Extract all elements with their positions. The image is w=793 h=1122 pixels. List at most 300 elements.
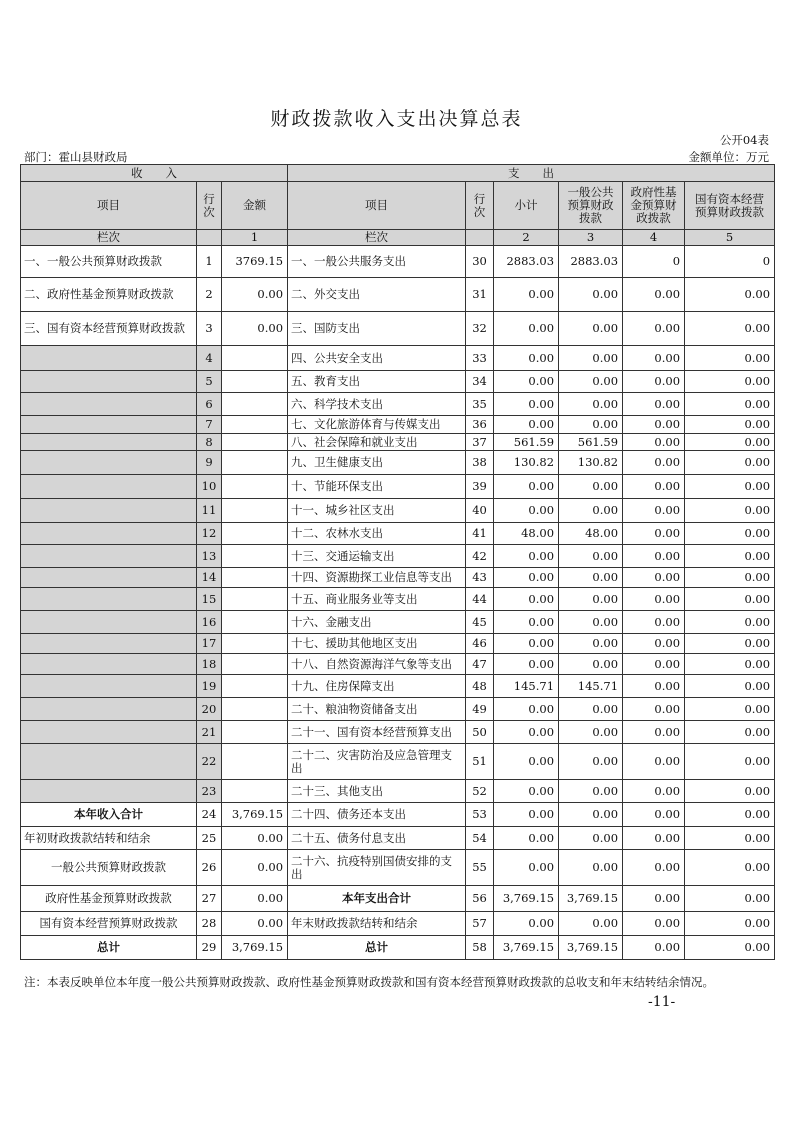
subtotal-cell: 3,769.15 (494, 886, 559, 912)
income-amount-cell (222, 475, 288, 499)
state-capital-cell: 0.00 (685, 827, 775, 850)
general-budget-cell: 0.00 (559, 499, 623, 523)
subtotal-cell: 145.71 (494, 675, 559, 698)
table-row (21, 393, 775, 416)
expense-item-cell: 二十一、国有资本经营预算支出 (288, 721, 466, 744)
subtotal-cell: 0.00 (494, 611, 559, 634)
general-budget-cell: 0.00 (559, 588, 623, 611)
general-budget-cell: 0.00 (559, 545, 623, 568)
general-budget-cell: 0.00 (559, 475, 623, 499)
expense-line-no-cell: 38 (466, 451, 494, 475)
state-capital-cell: 0 (685, 246, 775, 278)
table-row (21, 936, 775, 960)
state-capital-cell: 0.00 (685, 568, 775, 588)
table-row (21, 246, 775, 278)
expense-item-cell: 二、外交支出 (288, 278, 466, 312)
general-budget-cell: 0.00 (559, 346, 623, 371)
income-item-cell (21, 545, 197, 568)
table-row (21, 278, 775, 312)
gov-fund-cell: 0.00 (623, 393, 685, 416)
gov-fund-cell: 0.00 (623, 545, 685, 568)
subtotal-cell: 2883.03 (494, 246, 559, 278)
income-amount-cell (222, 634, 288, 654)
expense-item-cell: 十五、商业服务业等支出 (288, 588, 466, 611)
income-item-cell (21, 523, 197, 545)
gov-fund-cell: 0.00 (623, 611, 685, 634)
income-line-no-cell: 7 (197, 416, 222, 434)
expense-line-no-cell: 54 (466, 827, 494, 850)
gov-fund-cell: 0.00 (623, 451, 685, 475)
income-line-no-cell: 15 (197, 588, 222, 611)
general-budget-cell: 0.00 (559, 912, 623, 936)
subtotal-cell: 0.00 (494, 475, 559, 499)
general-budget-header: 一般公共 预算财政 拨款 (559, 182, 623, 230)
table-row (21, 912, 775, 936)
state-capital-cell: 0.00 (685, 588, 775, 611)
income-item-cell: 一般公共预算财政拨款 (21, 850, 197, 886)
income-item-cell (21, 568, 197, 588)
state-capital-cell: 0.00 (685, 523, 775, 545)
income-amount-cell (222, 780, 288, 803)
gov-fund-cell: 0.00 (623, 886, 685, 912)
general-budget-cell: 0.00 (559, 744, 623, 780)
state-capital-cell: 0.00 (685, 371, 775, 393)
income-item-cell (21, 393, 197, 416)
gov-fund-cell: 0.00 (623, 827, 685, 850)
gov-fund-cell: 0.00 (623, 371, 685, 393)
gov-fund-cell: 0.00 (623, 698, 685, 721)
expense-item-cell: 八、社会保障和就业支出 (288, 434, 466, 451)
expense-item-cell: 七、文化旅游体育与传媒支出 (288, 416, 466, 434)
expense-item-cell: 三、国防支出 (288, 312, 466, 346)
table-row (21, 568, 775, 588)
expense-item-cell: 二十六、抗疫特别国债安排的支出 (288, 850, 466, 886)
expense-line-no-cell: 52 (466, 780, 494, 803)
gov-fund-cell: 0.00 (623, 278, 685, 312)
income-item-cell: 三、国有资本经营预算财政拨款 (21, 312, 197, 346)
table-row (21, 698, 775, 721)
expense-item-cell: 二十四、债务还本支出 (288, 803, 466, 827)
expense-item-cell: 二十三、其他支出 (288, 780, 466, 803)
column-number-label: 栏次 (21, 230, 197, 246)
income-item-cell: 二、政府性基金预算财政拨款 (21, 278, 197, 312)
general-budget-cell: 130.82 (559, 451, 623, 475)
gov-fund-cell: 0.00 (623, 936, 685, 960)
state-capital-cell: 0.00 (685, 634, 775, 654)
income-item-cell (21, 634, 197, 654)
subtotal-cell: 0.00 (494, 312, 559, 346)
income-amount-cell: 0.00 (222, 827, 288, 850)
state-capital-cell: 0.00 (685, 393, 775, 416)
expense-line-no-cell: 43 (466, 568, 494, 588)
income-amount-cell (222, 451, 288, 475)
gov-fund-cell: 0.00 (623, 634, 685, 654)
income-amount-cell (222, 416, 288, 434)
general-budget-cell: 3,769.15 (559, 886, 623, 912)
income-item-cell (21, 698, 197, 721)
income-item-cell (21, 588, 197, 611)
expense-item-cell: 十四、资源勘探工业信息等支出 (288, 568, 466, 588)
table-row (21, 499, 775, 523)
expense-item-cell: 十六、金融支出 (288, 611, 466, 634)
income-item-cell (21, 499, 197, 523)
income-amount-cell (222, 523, 288, 545)
income-amount-cell (222, 434, 288, 451)
expense-line-no-cell: 44 (466, 588, 494, 611)
expense-item-cell: 年末财政拨款结转和结余 (288, 912, 466, 936)
income-item-cell: 一、一般公共预算财政拨款 (21, 246, 197, 278)
general-budget-cell: 145.71 (559, 675, 623, 698)
table-row (21, 588, 775, 611)
expense-line-no-cell: 56 (466, 886, 494, 912)
state-capital-cell: 0.00 (685, 936, 775, 960)
income-amount-cell (222, 675, 288, 698)
table-row (21, 312, 775, 346)
subtotal-cell: 48.00 (494, 523, 559, 545)
general-budget-cell: 0.00 (559, 803, 623, 827)
income-line-no-cell: 17 (197, 634, 222, 654)
column-number-3: 3 (559, 230, 623, 246)
column-number-2: 2 (494, 230, 559, 246)
income-amount-cell: 0.00 (222, 912, 288, 936)
income-line-no-cell: 3 (197, 312, 222, 346)
expense-item-cell: 十、节能环保支出 (288, 475, 466, 499)
gov-fund-cell: 0.00 (623, 780, 685, 803)
income-line-no-cell: 22 (197, 744, 222, 780)
gov-fund-cell: 0.00 (623, 434, 685, 451)
income-line-no-cell: 1 (197, 246, 222, 278)
general-budget-cell: 0.00 (559, 654, 623, 675)
subtotal-cell: 0.00 (494, 393, 559, 416)
state-capital-cell: 0.00 (685, 278, 775, 312)
state-capital-header: 国有资本经营 预算财政拨款 (685, 182, 775, 230)
subtotal-cell: 0.00 (494, 371, 559, 393)
expense-item-cell: 十三、交通运输支出 (288, 545, 466, 568)
income-line-no-cell: 19 (197, 675, 222, 698)
income-section-header: 收 入 (21, 165, 288, 182)
state-capital-cell: 0.00 (685, 675, 775, 698)
income-item-header: 项目 (21, 182, 197, 230)
income-item-cell (21, 416, 197, 434)
subtotal-cell: 0.00 (494, 780, 559, 803)
table-row (21, 346, 775, 371)
subtotal-cell: 3,769.15 (494, 936, 559, 960)
state-capital-cell: 0.00 (685, 346, 775, 371)
income-amount-cell (222, 568, 288, 588)
gov-fund-cell: 0.00 (623, 721, 685, 744)
budget-summary-table (20, 164, 775, 960)
amount-unit-label: 金额单位：万元 (688, 150, 769, 164)
income-line-no-cell: 12 (197, 523, 222, 545)
income-line-no-header: 行 次 (197, 182, 222, 230)
table-row (21, 634, 775, 654)
expense-line-no-header: 行 次 (466, 182, 494, 230)
state-capital-cell: 0.00 (685, 721, 775, 744)
income-line-no-cell: 8 (197, 434, 222, 451)
expense-line-no-cell: 48 (466, 675, 494, 698)
expense-line-no-cell: 58 (466, 936, 494, 960)
expense-line-no-cell: 53 (466, 803, 494, 827)
table-row (21, 611, 775, 634)
expense-item-cell: 四、公共安全支出 (288, 346, 466, 371)
expense-item-cell: 总计 (288, 936, 466, 960)
income-line-no-cell: 28 (197, 912, 222, 936)
table-row (21, 451, 775, 475)
gov-fund-cell: 0.00 (623, 654, 685, 675)
income-line-no-cell: 11 (197, 499, 222, 523)
income-amount-cell: 0.00 (222, 886, 288, 912)
general-budget-cell: 0.00 (559, 611, 623, 634)
general-budget-cell: 3,769.15 (559, 936, 623, 960)
table-row (21, 475, 775, 499)
income-item-cell (21, 744, 197, 780)
column-number-blank (197, 230, 222, 246)
gov-fund-cell: 0.00 (623, 850, 685, 886)
subtotal-cell: 130.82 (494, 451, 559, 475)
income-line-no-cell: 6 (197, 393, 222, 416)
income-amount-header: 金额 (222, 182, 288, 230)
income-amount-cell: 0.00 (222, 278, 288, 312)
income-item-cell: 本年收入合计 (21, 803, 197, 827)
state-capital-cell: 0.00 (685, 416, 775, 434)
table-row (21, 721, 775, 744)
expense-line-no-cell: 36 (466, 416, 494, 434)
subtotal-cell: 561.59 (494, 434, 559, 451)
income-amount-cell (222, 654, 288, 675)
income-line-no-cell: 5 (197, 371, 222, 393)
column-number-5: 5 (685, 230, 775, 246)
expense-item-cell: 本年支出合计 (288, 886, 466, 912)
expense-line-no-cell: 57 (466, 912, 494, 936)
state-capital-cell: 0.00 (685, 611, 775, 634)
general-budget-cell: 0.00 (559, 698, 623, 721)
income-amount-cell: 3,769.15 (222, 936, 288, 960)
footnote: 注：本表反映单位本年度一般公共预算财政拨款、政府性基金预算财政拨款和国有资本经营预算财政拨款的总收支和年末结转结余情况。 (24, 975, 714, 989)
gov-fund-cell: 0.00 (623, 568, 685, 588)
table-row (21, 850, 775, 886)
expense-line-no-cell: 30 (466, 246, 494, 278)
general-budget-cell: 0.00 (559, 416, 623, 434)
income-item-cell: 年初财政拨款结转和结余 (21, 827, 197, 850)
expense-line-no-cell: 31 (466, 278, 494, 312)
income-amount-cell (222, 393, 288, 416)
income-line-no-cell: 20 (197, 698, 222, 721)
state-capital-cell: 0.00 (685, 312, 775, 346)
income-line-no-cell: 9 (197, 451, 222, 475)
expense-line-no-cell: 34 (466, 371, 494, 393)
expense-line-no-cell: 50 (466, 721, 494, 744)
table-row (21, 886, 775, 912)
expense-item-cell: 十七、援助其他地区支出 (288, 634, 466, 654)
expense-item-cell: 二十五、债务付息支出 (288, 827, 466, 850)
income-line-no-cell: 13 (197, 545, 222, 568)
expense-section-header: 支 出 (288, 165, 775, 182)
income-amount-cell: 0.00 (222, 312, 288, 346)
general-budget-cell: 48.00 (559, 523, 623, 545)
gov-fund-cell: 0.00 (623, 499, 685, 523)
income-line-no-cell: 10 (197, 475, 222, 499)
subtotal-cell: 0.00 (494, 654, 559, 675)
income-amount-cell (222, 371, 288, 393)
income-amount-cell (222, 698, 288, 721)
income-item-cell (21, 451, 197, 475)
general-budget-cell: 0.00 (559, 827, 623, 850)
income-line-no-cell: 23 (197, 780, 222, 803)
table-row (21, 827, 775, 850)
state-capital-cell: 0.00 (685, 803, 775, 827)
income-item-cell (21, 611, 197, 634)
expense-item-cell: 十八、自然资源海洋气象等支出 (288, 654, 466, 675)
state-capital-cell: 0.00 (685, 654, 775, 675)
subtotal-cell: 0.00 (494, 827, 559, 850)
table-row (21, 654, 775, 675)
general-budget-cell: 0.00 (559, 634, 623, 654)
subtotal-cell: 0.00 (494, 346, 559, 371)
table-row (21, 744, 775, 780)
state-capital-cell: 0.00 (685, 698, 775, 721)
general-budget-cell: 0.00 (559, 721, 623, 744)
income-line-no-cell: 21 (197, 721, 222, 744)
subtotal-cell: 0.00 (494, 416, 559, 434)
gov-fund-cell: 0.00 (623, 475, 685, 499)
income-line-no-cell: 24 (197, 803, 222, 827)
subtotal-cell: 0.00 (494, 499, 559, 523)
expense-line-no-cell: 49 (466, 698, 494, 721)
income-item-cell: 总计 (21, 936, 197, 960)
gov-fund-header: 政府性基 金预算财 政拨款 (623, 182, 685, 230)
subtotal-cell: 0.00 (494, 588, 559, 611)
expense-item-cell: 一、一般公共服务支出 (288, 246, 466, 278)
general-budget-cell: 0.00 (559, 568, 623, 588)
expense-line-no-cell: 32 (466, 312, 494, 346)
state-capital-cell: 0.00 (685, 545, 775, 568)
income-amount-cell (222, 588, 288, 611)
table-row (21, 803, 775, 827)
income-amount-cell (222, 346, 288, 371)
income-amount-cell: 0.00 (222, 850, 288, 886)
subtotal-cell: 0.00 (494, 545, 559, 568)
expense-line-no-cell: 39 (466, 475, 494, 499)
income-item-cell (21, 654, 197, 675)
state-capital-cell: 0.00 (685, 780, 775, 803)
expense-item-cell: 六、科学技术支出 (288, 393, 466, 416)
income-amount-cell (222, 744, 288, 780)
expense-line-no-cell: 45 (466, 611, 494, 634)
expense-line-no-cell: 47 (466, 654, 494, 675)
income-amount-cell: 3,769.15 (222, 803, 288, 827)
table-row (21, 780, 775, 803)
gov-fund-cell: 0.00 (623, 416, 685, 434)
expense-item-cell: 五、教育支出 (288, 371, 466, 393)
expense-line-no-cell: 41 (466, 523, 494, 545)
general-budget-cell: 0.00 (559, 780, 623, 803)
general-budget-cell: 0.00 (559, 371, 623, 393)
state-capital-cell: 0.00 (685, 850, 775, 886)
subtotal-cell: 0.00 (494, 744, 559, 780)
subtotal-cell: 0.00 (494, 850, 559, 886)
subtotal-cell: 0.00 (494, 803, 559, 827)
subtotal-header: 小计 (494, 182, 559, 230)
state-capital-cell: 0.00 (685, 475, 775, 499)
expense-line-no-cell: 37 (466, 434, 494, 451)
gov-fund-cell: 0.00 (623, 312, 685, 346)
expense-line-no-cell: 42 (466, 545, 494, 568)
income-line-no-cell: 14 (197, 568, 222, 588)
column-number-4: 4 (623, 230, 685, 246)
expense-line-no-cell: 35 (466, 393, 494, 416)
income-line-no-cell: 18 (197, 654, 222, 675)
income-line-no-cell: 25 (197, 827, 222, 850)
general-budget-cell: 0.00 (559, 278, 623, 312)
income-item-cell (21, 371, 197, 393)
expense-line-no-cell: 51 (466, 744, 494, 780)
expense-item-cell: 二十、粮油物资储备支出 (288, 698, 466, 721)
expense-line-no-cell: 33 (466, 346, 494, 371)
general-budget-cell: 0.00 (559, 393, 623, 416)
expense-item-header: 项目 (288, 182, 466, 230)
income-line-no-cell: 26 (197, 850, 222, 886)
income-line-no-cell: 16 (197, 611, 222, 634)
income-item-cell: 国有资本经营预算财政拨款 (21, 912, 197, 936)
state-capital-cell: 0.00 (685, 451, 775, 475)
expense-item-cell: 九、卫生健康支出 (288, 451, 466, 475)
income-item-cell (21, 434, 197, 451)
income-line-no-cell: 2 (197, 278, 222, 312)
table-row (21, 523, 775, 545)
table-row (21, 545, 775, 568)
column-number-1: 1 (222, 230, 288, 246)
page-title: 财政拨款收入支出决算总表 (270, 108, 523, 130)
subtotal-cell: 0.00 (494, 912, 559, 936)
general-budget-cell: 0.00 (559, 850, 623, 886)
state-capital-cell: 0.00 (685, 886, 775, 912)
gov-fund-cell: 0 (623, 246, 685, 278)
expense-item-cell: 十二、农林水支出 (288, 523, 466, 545)
state-capital-cell: 0.00 (685, 434, 775, 451)
general-budget-cell: 2883.03 (559, 246, 623, 278)
income-item-cell (21, 780, 197, 803)
expense-line-no-cell: 40 (466, 499, 494, 523)
subtotal-cell: 0.00 (494, 721, 559, 744)
expense-line-no-cell: 46 (466, 634, 494, 654)
income-amount-cell: 3769.15 (222, 246, 288, 278)
gov-fund-cell: 0.00 (623, 346, 685, 371)
expense-item-cell: 十九、住房保障支出 (288, 675, 466, 698)
gov-fund-cell: 0.00 (623, 523, 685, 545)
income-line-no-cell: 29 (197, 936, 222, 960)
income-line-no-cell: 4 (197, 346, 222, 371)
subtotal-cell: 0.00 (494, 568, 559, 588)
expense-item-cell: 十一、城乡社区支出 (288, 499, 466, 523)
subtotal-cell: 0.00 (494, 634, 559, 654)
column-number-blank (466, 230, 494, 246)
income-line-no-cell: 27 (197, 886, 222, 912)
income-amount-cell (222, 721, 288, 744)
table-row (21, 434, 775, 451)
state-capital-cell: 0.00 (685, 912, 775, 936)
gov-fund-cell: 0.00 (623, 803, 685, 827)
subtotal-cell: 0.00 (494, 278, 559, 312)
expense-line-no-cell: 55 (466, 850, 494, 886)
table-row (21, 416, 775, 434)
general-budget-cell: 561.59 (559, 434, 623, 451)
department-label: 部门：霍山县财政局 (24, 150, 128, 164)
table-row (21, 371, 775, 393)
income-amount-cell (222, 545, 288, 568)
gov-fund-cell: 0.00 (623, 912, 685, 936)
income-amount-cell (222, 499, 288, 523)
income-item-cell (21, 675, 197, 698)
